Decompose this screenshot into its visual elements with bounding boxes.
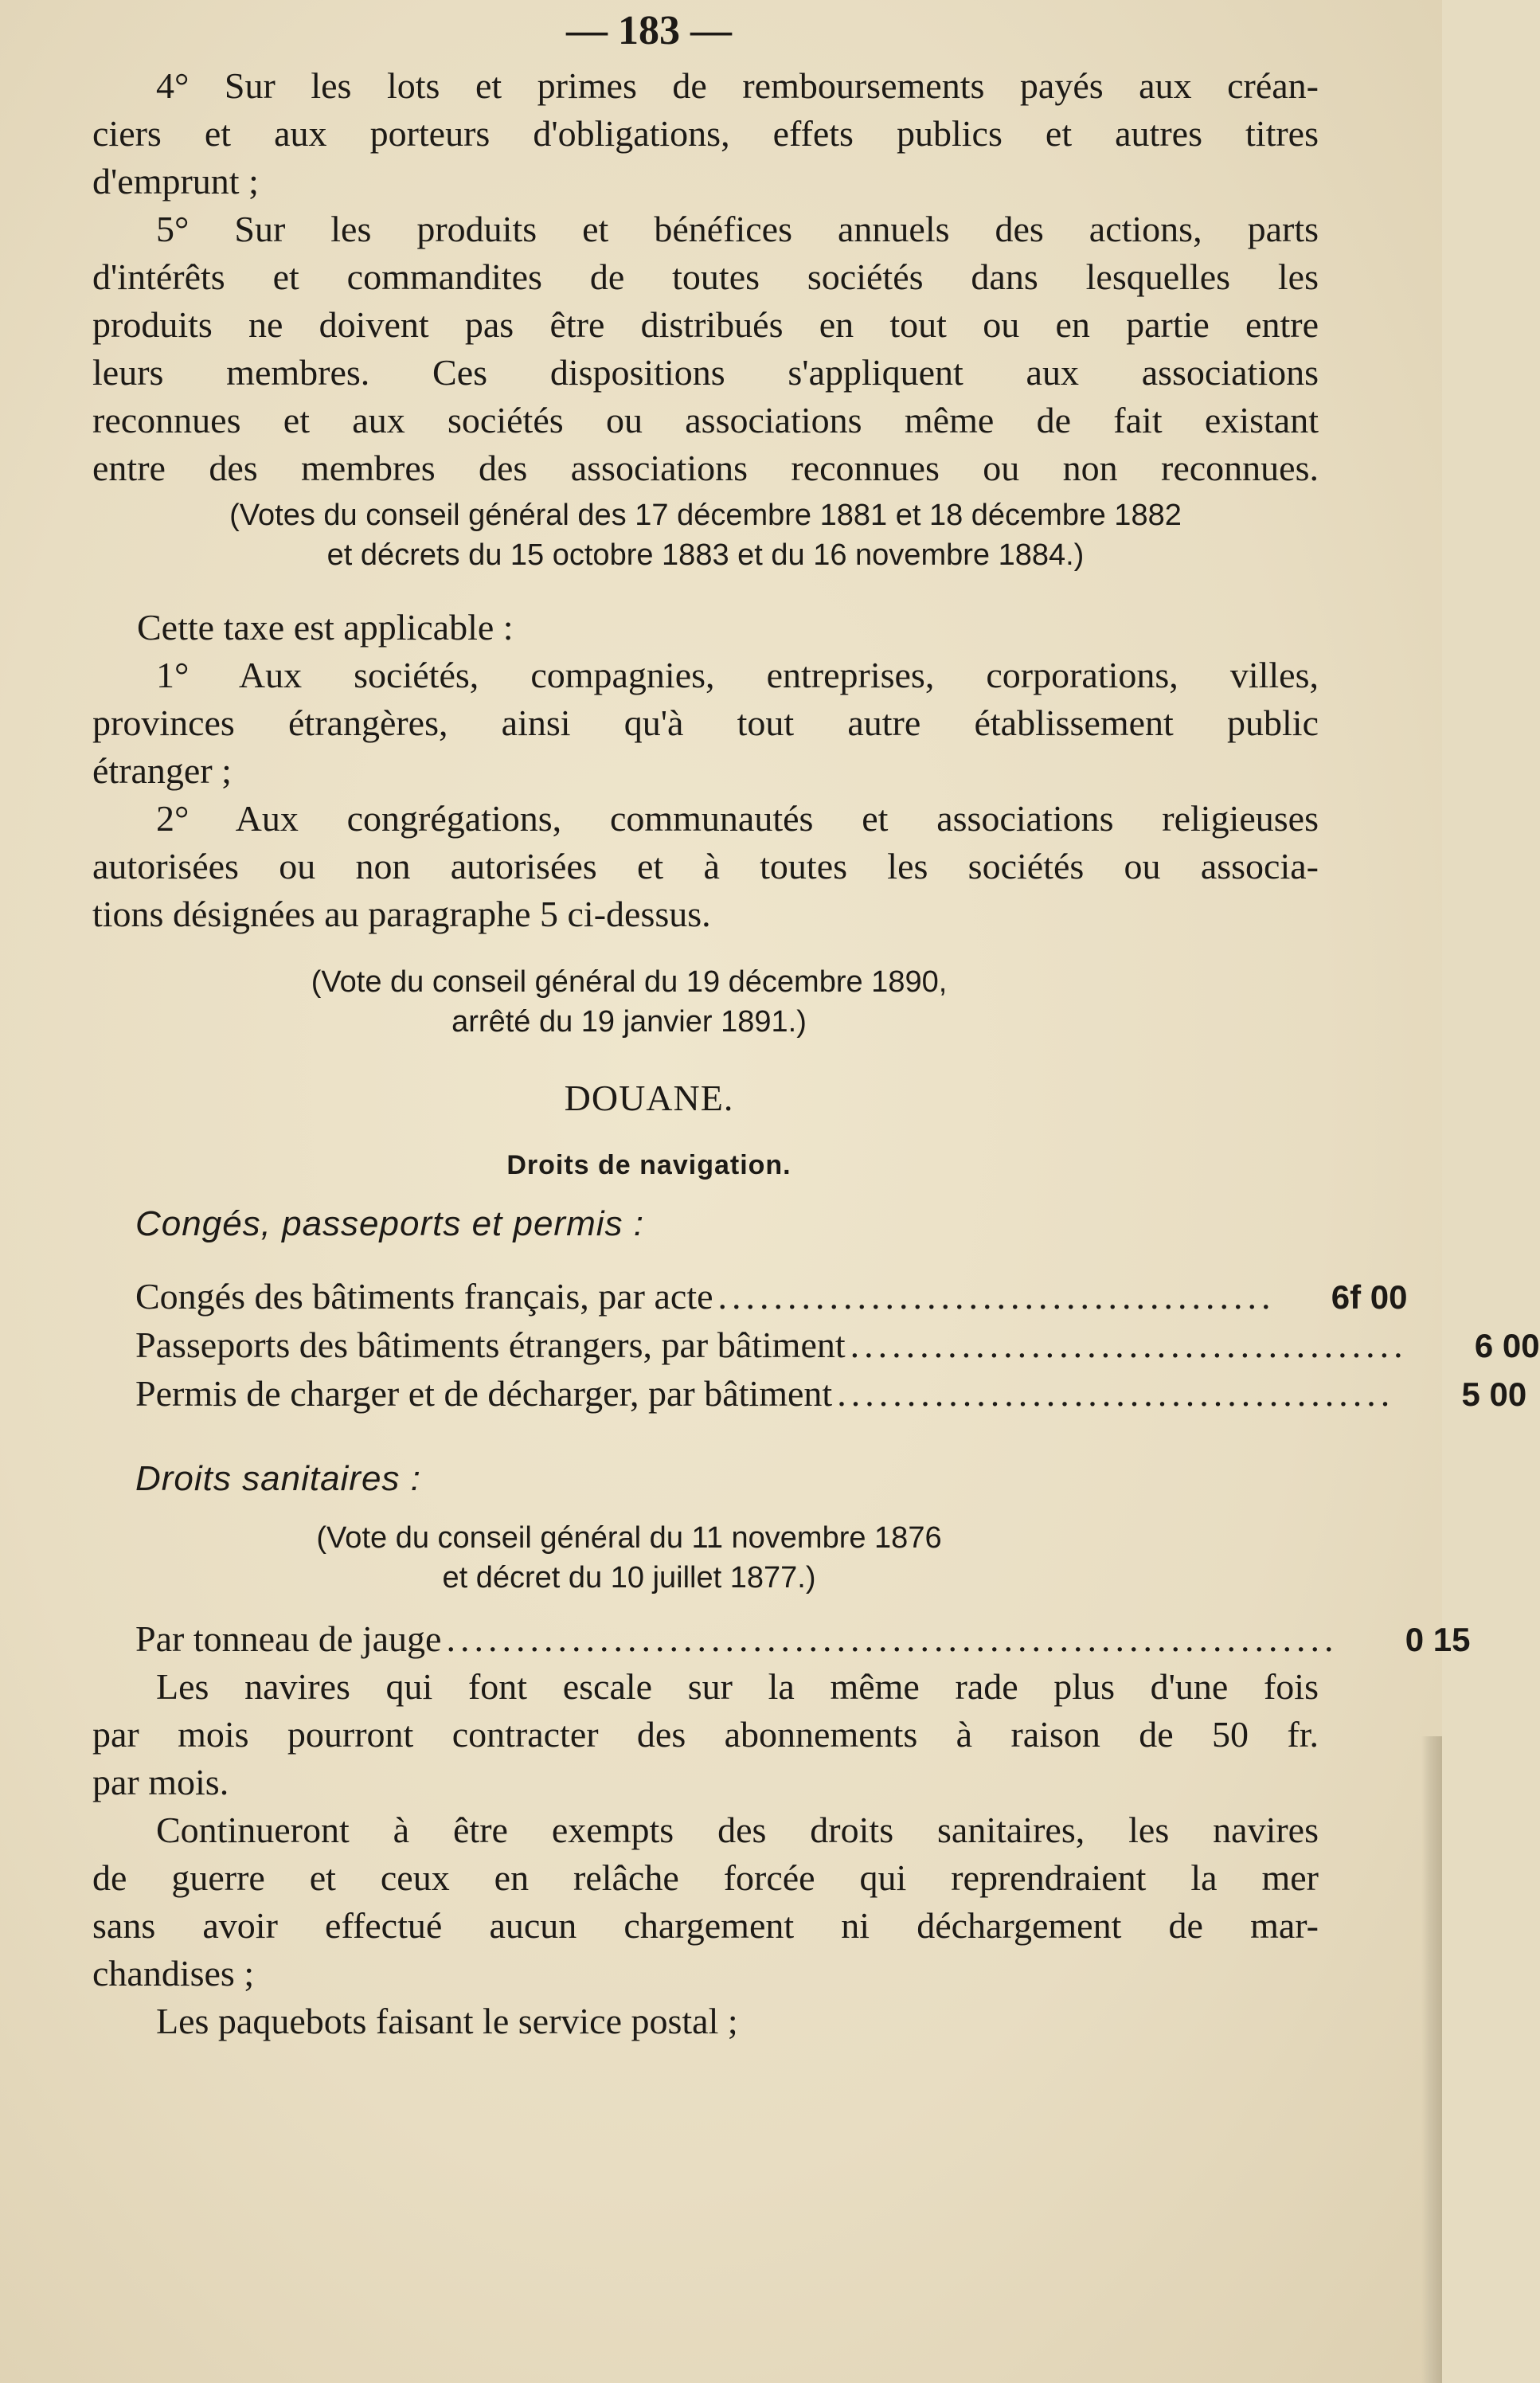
note-line: et décrets du 15 octobre 1883 et du 16 novembre 1884.) (326, 538, 1085, 572)
vote-note-3 (119, 1518, 1139, 1598)
text-line: Les navires qui font escale sur la même rade plus d'une fois (156, 1666, 1319, 1707)
tariff-amount: 5 00 (1461, 1375, 1527, 1413)
text-line: leurs membres. Ces dispositions s'appliquent aux associations (92, 352, 1319, 393)
conges-heading: Congés, passeports et permis : (135, 1204, 644, 1243)
section-subtitle: Droits de navigation. (506, 1150, 791, 1180)
dot-leader: ........................................ (850, 1325, 1408, 1365)
text-line: de guerre et ceux en relâche forcée qui reprendraient la mer (92, 1857, 1319, 1898)
tariff-amount: 6f 00 (1331, 1278, 1408, 1316)
note-line: (Votes du conseil général des 17 décembre 1881 et 18 décembre 1882 (229, 499, 1182, 532)
text-line: 4° Sur les lots et primes de remboursements payés aux créan- (156, 65, 1319, 106)
tariff-label: Congés des bâtiments français, par acte (135, 1276, 713, 1317)
tariff-label: Par tonneau de jauge (135, 1618, 442, 1659)
text-line: Continueront à être exempts des droits sanitaires, les navires (156, 1810, 1319, 1850)
text-line: par mois pourront contracter des abonnements à raison de 50 fr. (92, 1714, 1319, 1755)
note-line: (Vote du conseil général du 19 décembre 1890, (311, 965, 948, 999)
paragraph-4 (92, 62, 1319, 205)
navires-section (92, 1663, 1319, 2045)
dot-leader: ................................................................ (446, 1618, 1339, 1659)
text-line: reconnues et aux sociétés ou associations même de fait existant (92, 400, 1319, 440)
vote-note-2 (119, 962, 1139, 1042)
applicability-section (92, 604, 1319, 938)
text-line: ciers et aux porteurs d'obligations, effets publics et autres titres (92, 113, 1319, 154)
section-title: DOUANE. (564, 1078, 734, 1118)
tariff-amount: 6 00 (1474, 1327, 1540, 1364)
tariff-label: Permis de charger et de décharger, par bâtiment (135, 1373, 833, 1414)
tariff-row (135, 1321, 1540, 1370)
text-line: tions désignées au paragraphe 5 ci-dessus. (92, 894, 711, 934)
text-line: Les paquebots faisant le service postal ; (156, 2001, 738, 2041)
sanitaires-heading: Droits sanitaires : (135, 1459, 421, 1498)
paragraph-5 (92, 205, 1319, 492)
tariff-label: Passeports des bâtiments étrangers, par bâtiment (135, 1325, 846, 1365)
conges-tariff-list (135, 1273, 1540, 1418)
tariff-row (135, 1370, 1527, 1418)
note-line: et décret du 10 juillet 1877.) (442, 1561, 816, 1595)
note-line: arrêté du 19 janvier 1891.) (451, 1005, 807, 1039)
text-line: chandises ; (92, 1953, 255, 1994)
tariff-row (135, 1615, 1471, 1664)
tonneau-tariff (135, 1615, 1471, 1664)
dot-leader: ........................................ (717, 1276, 1276, 1317)
text-line: 5° Sur les produits et bénéfices annuels des actions, parts (156, 209, 1319, 249)
text-line: Cette taxe est applicable : (137, 607, 514, 648)
text-line: étranger ; (92, 750, 232, 791)
text-line: provinces étrangères, ainsi qu'à tout autre établissement public (92, 702, 1319, 743)
tariff-amount: 0 15 (1405, 1621, 1471, 1658)
text-line: 1° Aux sociétés, compagnies, entreprises, corporations, villes, (156, 655, 1319, 695)
text-line: autorisées ou non autorisées et à toutes les sociétés ou associa- (92, 846, 1319, 886)
text-line: entre des membres des associations reconnues ou non reconnues. (92, 448, 1319, 488)
dot-leader: ........................................ (837, 1373, 1395, 1414)
text-line: d'intérêts et commandites de toutes sociétés dans lesquelles les (92, 256, 1319, 297)
text-line: d'emprunt ; (92, 161, 259, 202)
page-edge (1421, 1736, 1442, 2383)
text-line: par mois. (92, 1762, 229, 1802)
text-line: 2° Aux congrégations, communautés et associations religieuses (156, 798, 1319, 839)
vote-note-1 (92, 495, 1319, 575)
text-line: produits ne doivent pas être distribués en tout ou en partie entre (92, 304, 1319, 345)
page-number: — 183 — (566, 8, 732, 53)
tariff-row (135, 1273, 1408, 1321)
text-line: sans avoir effectué aucun chargement ni déchargement de mar- (92, 1905, 1319, 1946)
note-line: (Vote du conseil général du 11 novembre 1876 (316, 1521, 942, 1555)
